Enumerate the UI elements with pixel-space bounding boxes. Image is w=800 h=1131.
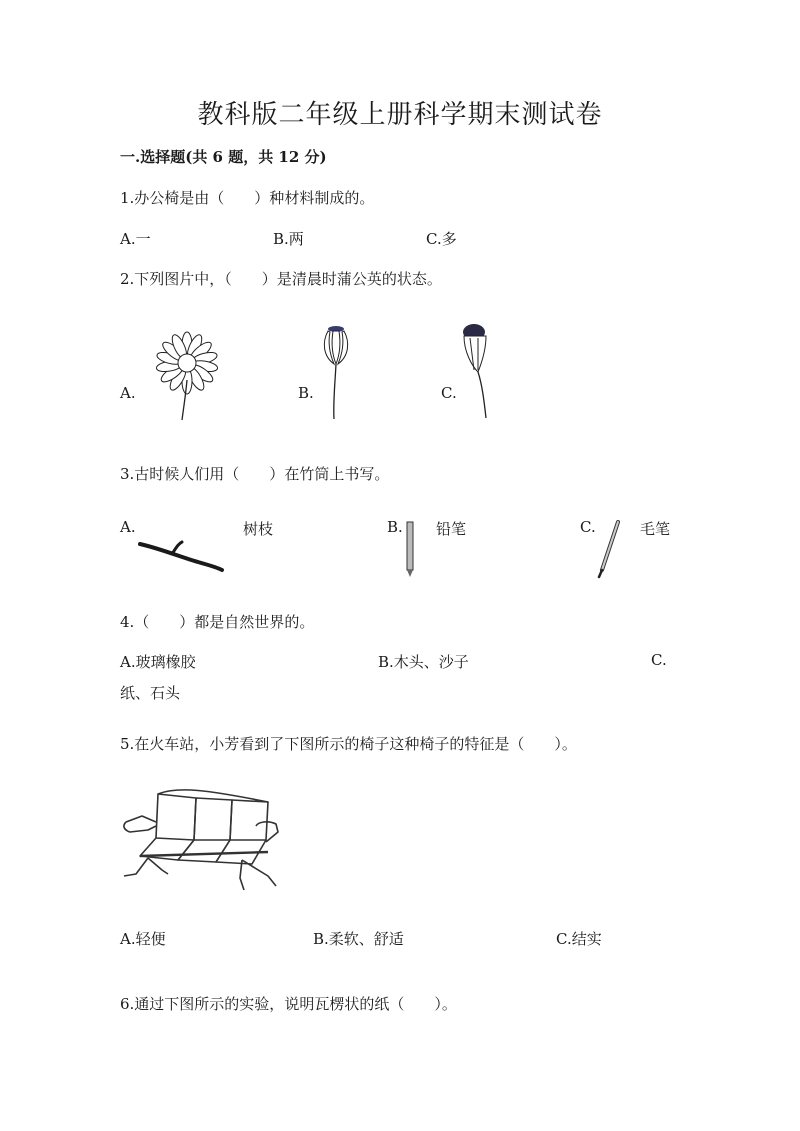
question-2-option-c: C. [441, 384, 457, 402]
question-3-option-b-letter: B. [387, 518, 403, 536]
question-3-option-c-letter: C. [580, 518, 596, 536]
question-3-option-c-label: 毛笔 [640, 520, 671, 538]
dandelion-open-flower-image [140, 330, 235, 422]
question-6-text: 6.通过下图所示的实验，说明瓦楞状的纸（ ）。 [120, 995, 457, 1013]
dandelion-closed-bud-image [456, 322, 498, 420]
question-3-text: 3.古时候人们用（ ）在竹筒上书写。 [120, 465, 390, 483]
dandelion-half-closed-image [316, 324, 356, 420]
question-4-option-a: A.玻璃橡胶 [120, 653, 196, 671]
question-3-option-a-letter: A. [120, 518, 136, 536]
page-title: 教科版二年级上册科学期末测试卷 [197, 100, 603, 130]
question-2-option-b: B. [298, 384, 314, 402]
question-1-option-a: A.一 [120, 230, 151, 248]
section-heading: 一.选择题(共 6 题，共 12 分) [120, 148, 327, 166]
question-4-option-c-text: 纸、石头 [120, 684, 181, 702]
pencil-icon [404, 520, 416, 578]
branch-icon [138, 536, 226, 576]
question-5-option-b: B.柔软、舒适 [313, 930, 404, 948]
question-1-text: 1.办公椅是由（ ）种材料制成的。 [120, 189, 375, 207]
question-4-text: 4.（ ）都是自然世界的。 [120, 613, 315, 631]
question-3-option-b-label: 铅笔 [436, 520, 467, 538]
question-2-text: 2.下列图片中，（ ）是清晨时蒲公英的状态。 [120, 270, 442, 288]
question-1-option-b: B.两 [273, 230, 304, 248]
question-4-option-b: B.木头、沙子 [378, 653, 469, 671]
question-5-option-a: A.轻便 [120, 930, 166, 948]
question-3-option-a-label: 树枝 [243, 520, 274, 538]
question-5-option-c: C.结实 [556, 930, 602, 948]
question-2-option-a: A. [120, 384, 136, 402]
brush-pen-icon [596, 520, 622, 578]
question-1-option-c: C.多 [426, 230, 457, 248]
question-4-option-c: C. [651, 651, 667, 669]
question-5-text: 5.在火车站，小芳看到了下图所示的椅子这种椅子的特征是（ ）。 [120, 735, 577, 753]
waiting-room-chair-image [118, 782, 283, 894]
